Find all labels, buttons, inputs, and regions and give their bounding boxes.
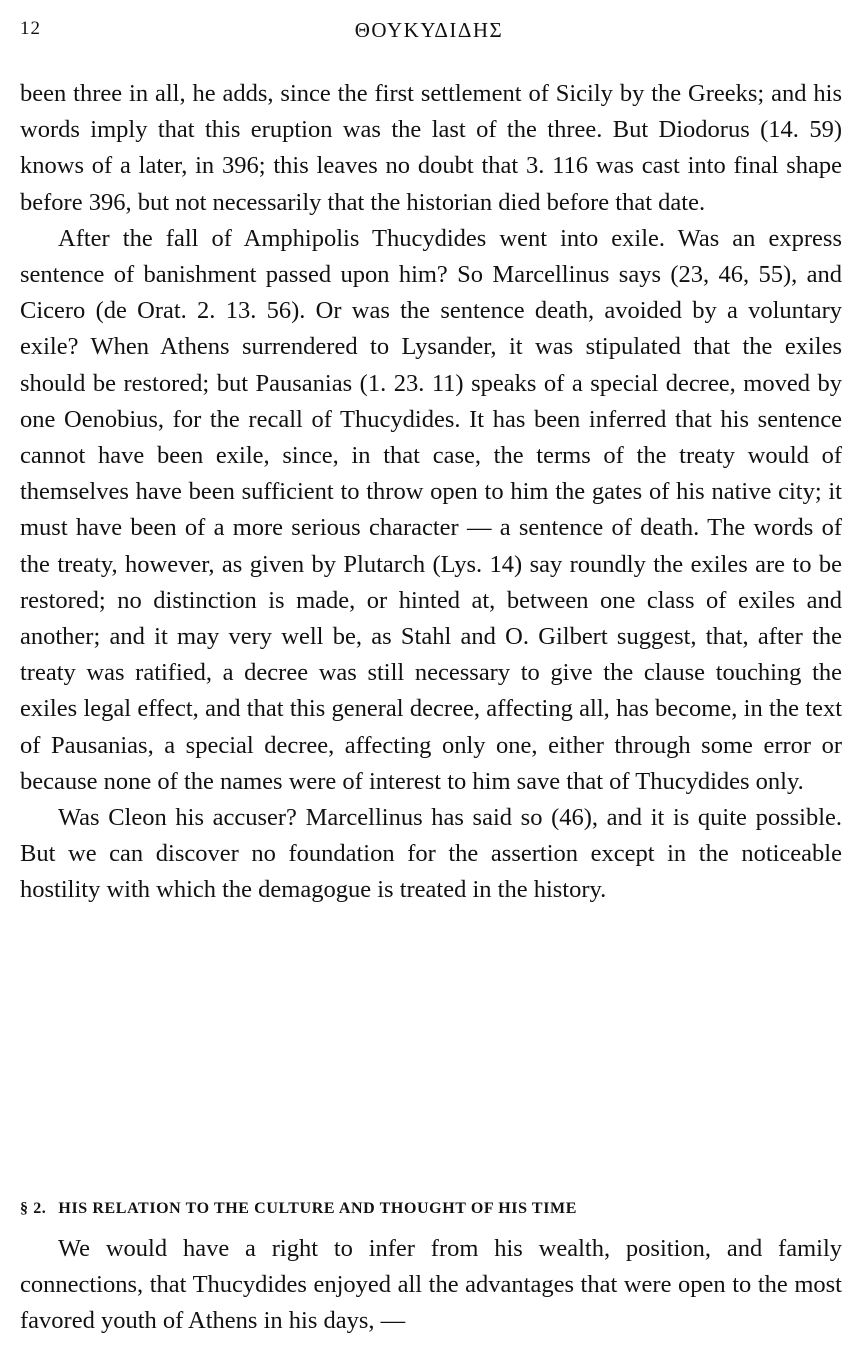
body-text (20, 76, 842, 909)
running-title: ΘΟΥΚΥΔΙΔΗΣ (354, 18, 504, 42)
paragraph-cleon: Was Cleon his accuser? Marcellinus has said so (46), and it is quite possible. But we can discover no foundation for the assertion except in the noticeable hostility with which the demagogue is treated in the history. (20, 804, 842, 904)
paragraph-eruption: been three in all, he adds, since the first settlement of Sicily by the Greeks; and his words imply that this eruption was the last of the three. But Diodorus (14. 59) knows of a later, in 396; this leaves no doubt that 3. 116 was cast into final shape before 396, but not necessarily that the historian died before that date. (20, 80, 842, 216)
section-mark: § 2. (20, 1200, 47, 1217)
section-heading (20, 1197, 842, 1221)
page-number: 12 (20, 18, 41, 39)
paragraph-exile: After the fall of Amphipolis Thucydides went into exile. Was an express sentence of banishment passed upon him? So Marcellinus says (23, 46, 55), and Cicero (de Orat. 2. 13. 56). Or was the sentence death, avoided by a voluntary exile? When Athens surrendered to Lysander, it was stipulated that the exiles should be restored; but Pausanias (1. 23. 11) speaks of a special decree, moved by one Oenobius, for the recall of Thucydides. It has been inferred that his sentence cannot have been exile, since, in that case, the terms of the treaty would of themselves have been sufficient to throw open to him the gates of his native city; it must have been of a more serious character — a sentence of death. The words of the treaty, however, as given by Plutarch (Lys. 14) say roundly the exiles are to be restored; no distinction is made, or hinted at, between one class of exiles and another; and it may very well be, as Stahl and O. Gilbert suggest, that, after the treaty was ratified, a decree was still necessary to give the clause touching the exiles legal effect, and that this general decree, affecting all, has become, in the text of Pausanias, a special decree, affecting only one, either through some error or because none of the names were of interest to him save that of Thucydides only. (20, 224, 842, 795)
section-body (20, 1231, 842, 1340)
running-head (20, 18, 838, 48)
section-heading-text: HIS RELATION TO THE CULTURE AND THOUGHT OF HIS TIME (58, 1200, 578, 1217)
paragraph-culture: We would have a right to infer from his wealth, position, and family connections, that Thucydides enjoyed all the advantages that were open to the most favored youth of Athens in his days, — (20, 1235, 842, 1335)
